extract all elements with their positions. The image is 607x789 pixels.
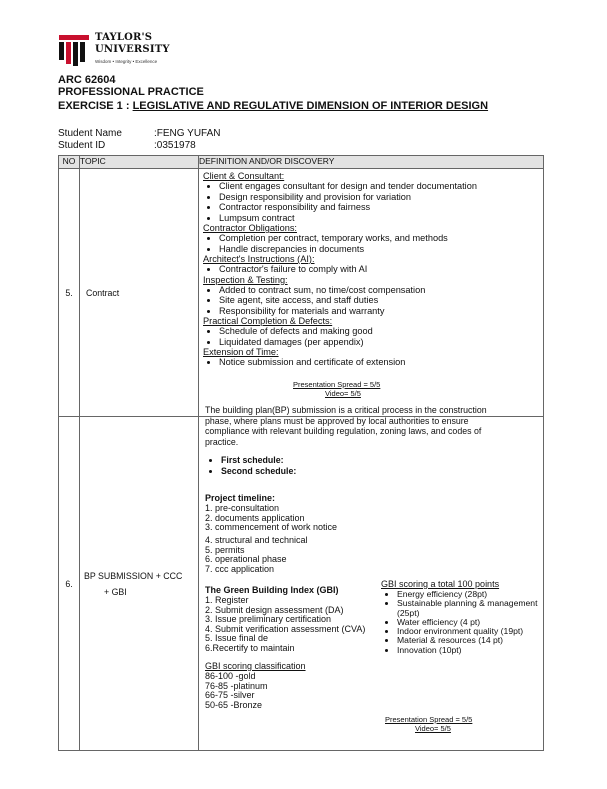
student-id-label: Student ID <box>58 140 106 151</box>
row6-presentation-score: Presentation Spread = 5/5 <box>385 715 473 724</box>
list-item: • Design responsibility and provision for variation <box>219 192 541 203</box>
section-list <box>203 233 541 254</box>
list-item: • Energy efficiency (28pt) <box>397 590 559 599</box>
section-title: Architect's Instructions (AI): <box>203 254 315 264</box>
row6-video-score: Video= 5/5 <box>415 724 451 733</box>
list-item: • Contractor responsibility and fairness <box>219 202 541 213</box>
row5-no: 5. <box>59 169 80 417</box>
taylors-crest-icon <box>57 32 91 66</box>
section-list <box>203 285 541 317</box>
header-no: NO <box>59 156 80 169</box>
list-item: • Liquidated damages (per appendix) <box>219 337 541 348</box>
exercise-prefix: EXERCISE 1 : <box>58 100 133 112</box>
list-item: • Added to contract sum, no time/cost compensation <box>219 285 541 296</box>
section-title: Client & Consultant: <box>203 171 285 181</box>
student-id-row <box>58 140 196 151</box>
logo-line2: UNIVERSITY <box>95 44 170 55</box>
list-item: 3. Issue preliminary certification <box>205 614 332 624</box>
list-item: • Innovation (10pt) <box>397 646 559 655</box>
section-title: Practical Completion & Defects: <box>203 316 333 326</box>
list-item: 6. operational phase <box>205 554 287 564</box>
list-item: 5. permits <box>205 544 245 555</box>
list-item: 2. documents application <box>205 512 305 523</box>
student-name-row <box>58 128 221 139</box>
university-logo <box>57 30 173 70</box>
timeline-list-b <box>205 536 308 574</box>
class-title: GBI scoring classification <box>205 661 306 671</box>
section-title: Inspection & Testing: <box>203 274 288 285</box>
section-list <box>203 264 541 275</box>
list-item: 86-100 -gold <box>205 671 256 681</box>
section-list <box>203 326 541 347</box>
student-id-value: :0351978 <box>154 140 196 151</box>
gbi-title: The Green Building Index (GBI) <box>205 585 339 595</box>
list-item: 1. Register <box>205 595 249 605</box>
list-item: • Handle discrepancies in documents <box>219 244 541 255</box>
list-item: • Sustainable planning & management (25pt) <box>397 599 559 618</box>
list-item: • Contractor's failure to comply with AI <box>219 264 541 275</box>
row5-presentation-score: Presentation Spread = 5/5 <box>293 380 381 389</box>
list-item: 50-65 -Bronze <box>205 699 263 710</box>
list-item: • Notice submission and certificate of extension <box>219 357 541 368</box>
schedule-list <box>205 455 296 476</box>
list-item: • Schedule of defects and making good <box>219 326 541 337</box>
row6-topic <box>80 417 199 751</box>
timeline-list-a <box>205 504 337 533</box>
row6-no: 6. <box>59 417 80 751</box>
scoring-list <box>381 590 559 655</box>
table-header-row <box>59 156 544 169</box>
list-item: 7. ccc application <box>205 563 275 574</box>
list-item: • Responsibility for materials and warranty <box>219 306 541 317</box>
logo-line1: TAYLOR'S <box>95 32 153 43</box>
list-item: 6.Recertify to maintain <box>205 642 295 653</box>
list-item: 4. Submit verification assessment (CVA) <box>205 623 366 634</box>
bp-intro: The building plan(BP) submission is a critical process in the construction phase, where plans must be approved by local authorities to ensure compliance with relevant building regulation, zoning laws, and codes of practice. <box>205 405 487 447</box>
list-item: • Material & resources (14 pt) <box>397 636 559 645</box>
course-name: PROFESSIONAL PRACTICE <box>58 86 204 98</box>
class-list <box>205 672 268 710</box>
student-name-value: :FENG YUFAN <box>154 128 221 139</box>
list-item: • Lumpsum contract <box>219 213 541 224</box>
exercise-title <box>58 100 488 112</box>
list-item: 76-85 -platinum <box>205 680 268 691</box>
row6-topic-line1: BP SUBMISSION + CCC <box>84 570 183 581</box>
row6-topic-line2: + GBI <box>104 586 127 597</box>
list-item: • Site agent, site access, and staff duties <box>219 295 541 306</box>
list-item: • Water efficiency (4 pt) <box>397 618 559 627</box>
list-item: • Second schedule: <box>221 466 296 477</box>
row5-video-score: Video= 5/5 <box>325 389 361 398</box>
course-code: ARC 62604 <box>58 74 116 86</box>
section-title: Extension of Time: <box>203 347 279 357</box>
header-definition: DEFINITION AND/OR DISCOVERY <box>199 156 544 169</box>
list-item: • First schedule: <box>221 455 296 466</box>
list-item: • Client engages consultant for design and tender documentation <box>219 181 541 192</box>
student-name-label: Student Name <box>58 128 122 139</box>
list-item: 1. pre-consultation <box>205 503 280 513</box>
section-list <box>203 181 541 223</box>
list-item: 5. Issue final de <box>205 633 269 643</box>
list-item: • Indoor environment quality (19pt) <box>397 627 559 636</box>
list-item: • Completion per contract, temporary works, and methods <box>219 233 541 244</box>
logo-tagline: Wisdom • Integrity • Excellence <box>95 59 158 64</box>
row6-content <box>201 403 543 736</box>
section-list <box>203 357 541 368</box>
list-item: 2. Submit design assessment (DA) <box>205 604 344 615</box>
list-item: 4. structural and technical <box>205 535 308 545</box>
exercise-title-text: LEGISLATIVE AND REGULATIVE DIMENSION OF INTERIOR DESIGN <box>132 100 489 112</box>
gbi-steps <box>205 596 365 653</box>
section-title: Contractor Obligations: <box>203 223 297 233</box>
scoring-title: GBI scoring a total 100 points <box>381 579 500 589</box>
list-item: 3. commencement of work notice <box>205 522 338 532</box>
row5-topic: Contract <box>80 169 199 417</box>
timeline-title: Project timeline: <box>205 493 276 503</box>
header-topic: TOPIC <box>80 156 199 169</box>
row5-content <box>201 168 543 415</box>
list-item: 66-75 -silver <box>205 690 255 700</box>
